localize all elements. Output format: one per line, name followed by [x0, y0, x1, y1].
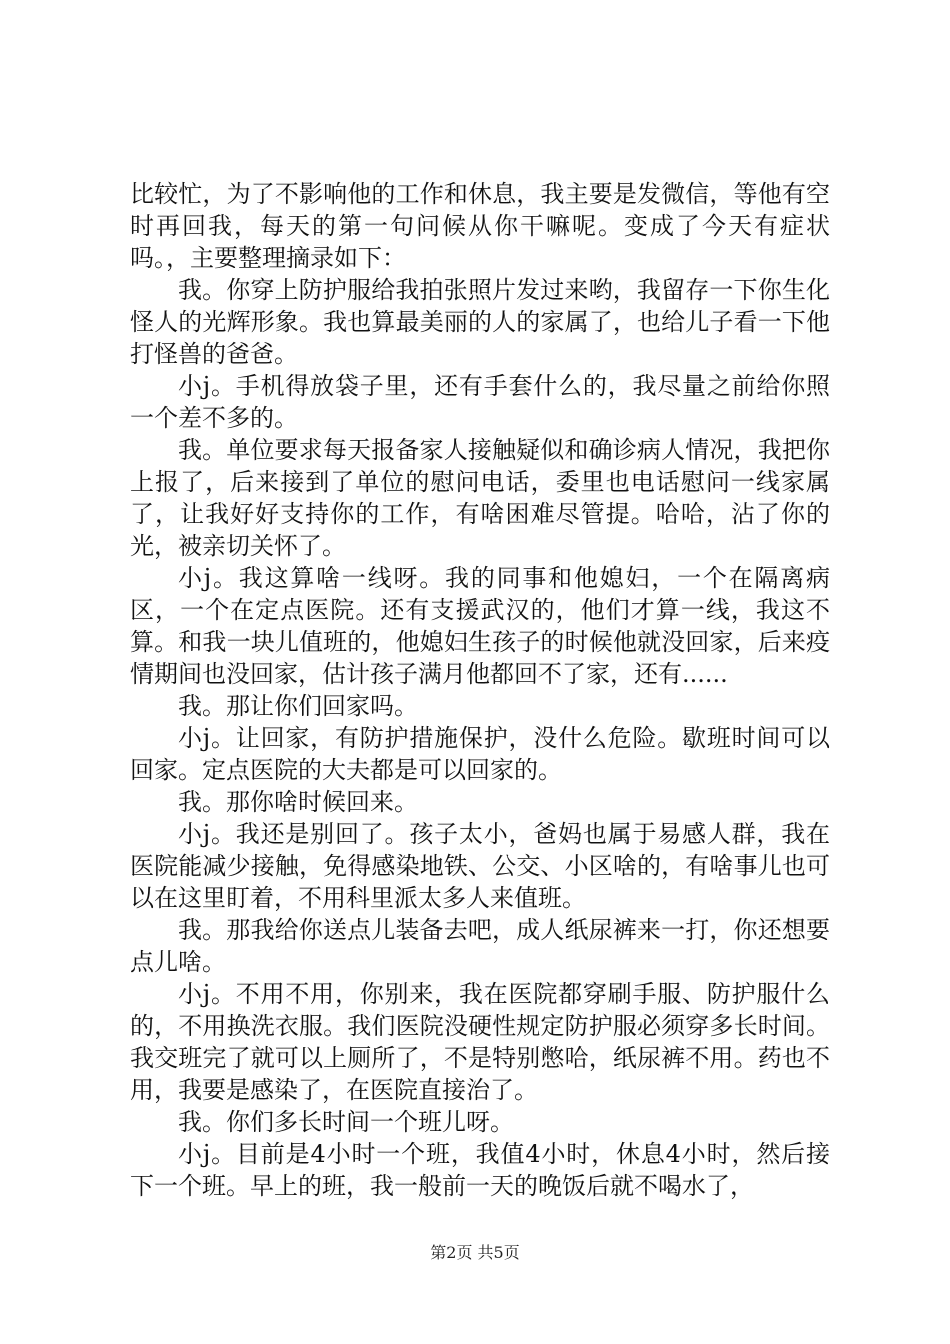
- paragraph-2: 我。你穿上防护服给我拍张照片发过来哟，我留存一下你生化怪人的光辉形象。我也算最美丽的人的家属了，也给儿子看一下他打怪兽的爸爸。: [130, 276, 830, 368]
- paragraph-4: 我。单位要求每天报备家人接触疑似和确诊病人情况，我把你上报了，后来接到了单位的慰问电话，委里也电话慰问一线家属了，让我好好支持你的工作，有啥困难尽管提。哈哈，沾了你的光，被亲切关怀了。: [130, 436, 830, 560]
- paragraph-8: 我。那你啥时候回来。: [178, 788, 418, 816]
- paragraph-7: 小j。让回家，有防护措施保护，没什么危险。歇班时间可以回家。定点医院的大夫都是可以回家的。: [130, 724, 830, 784]
- document-body: [130, 178, 830, 1202]
- page-number-footer: 第2页 共5页: [430, 1243, 520, 1262]
- paragraph-9: 小j。我还是别回了。孩子太小，爸妈也属于易感人群，我在医院能减少接触，免得感染地铁、公交、小区啥的，有啥事儿也可以在这里盯着，不用科里派太多人来值班。: [130, 820, 830, 912]
- paragraph-5: 小j。我这算啥一线呀。我的同事和他媳妇，一个在隔离病区，一个在定点医院。还有支援武汉的，他们才算一线，我这不算。和我一块儿值班的，他媳妇生孩子的时候他就没回家，后来疫情期间也没回家，估计孩子满月他都回不了家，还有......: [130, 564, 830, 688]
- paragraph-6: 我。那让你们回家吗。: [178, 692, 418, 720]
- paragraph-11: 小j。不用不用，你别来，我在医院都穿刷手服、防护服什么的，不用换洗衣服。我们医院没硬性规定防护服必须穿多长时间。我交班完了就可以上厕所了，不是特别憋哈，纸尿裤不用。药也不用，我要是感染了，在医院直接治了。: [130, 980, 830, 1104]
- paragraph-13: 小j。目前是4小时一个班，我值4小时，休息4小时，然后接下一个班。早上的班，我一般前一天的晚饭后就不喝水了，: [130, 1140, 830, 1200]
- paragraph-10: 我。那我给你送点儿装备去吧，成人纸尿裤来一打，你还想要点儿啥。: [130, 916, 830, 976]
- paragraph-3: 小j。手机得放袋子里，还有手套什么的，我尽量之前给你照一个差不多的。: [130, 372, 830, 432]
- paragraph-12: 我。你们多长时间一个班儿呀。: [178, 1108, 514, 1136]
- paragraph-1: 比较忙，为了不影响他的工作和休息，我主要是发微信，等他有空时再回我，每天的第一句问候从你干嘛呢。变成了今天有症状吗。，主要整理摘录如下：: [130, 180, 830, 272]
